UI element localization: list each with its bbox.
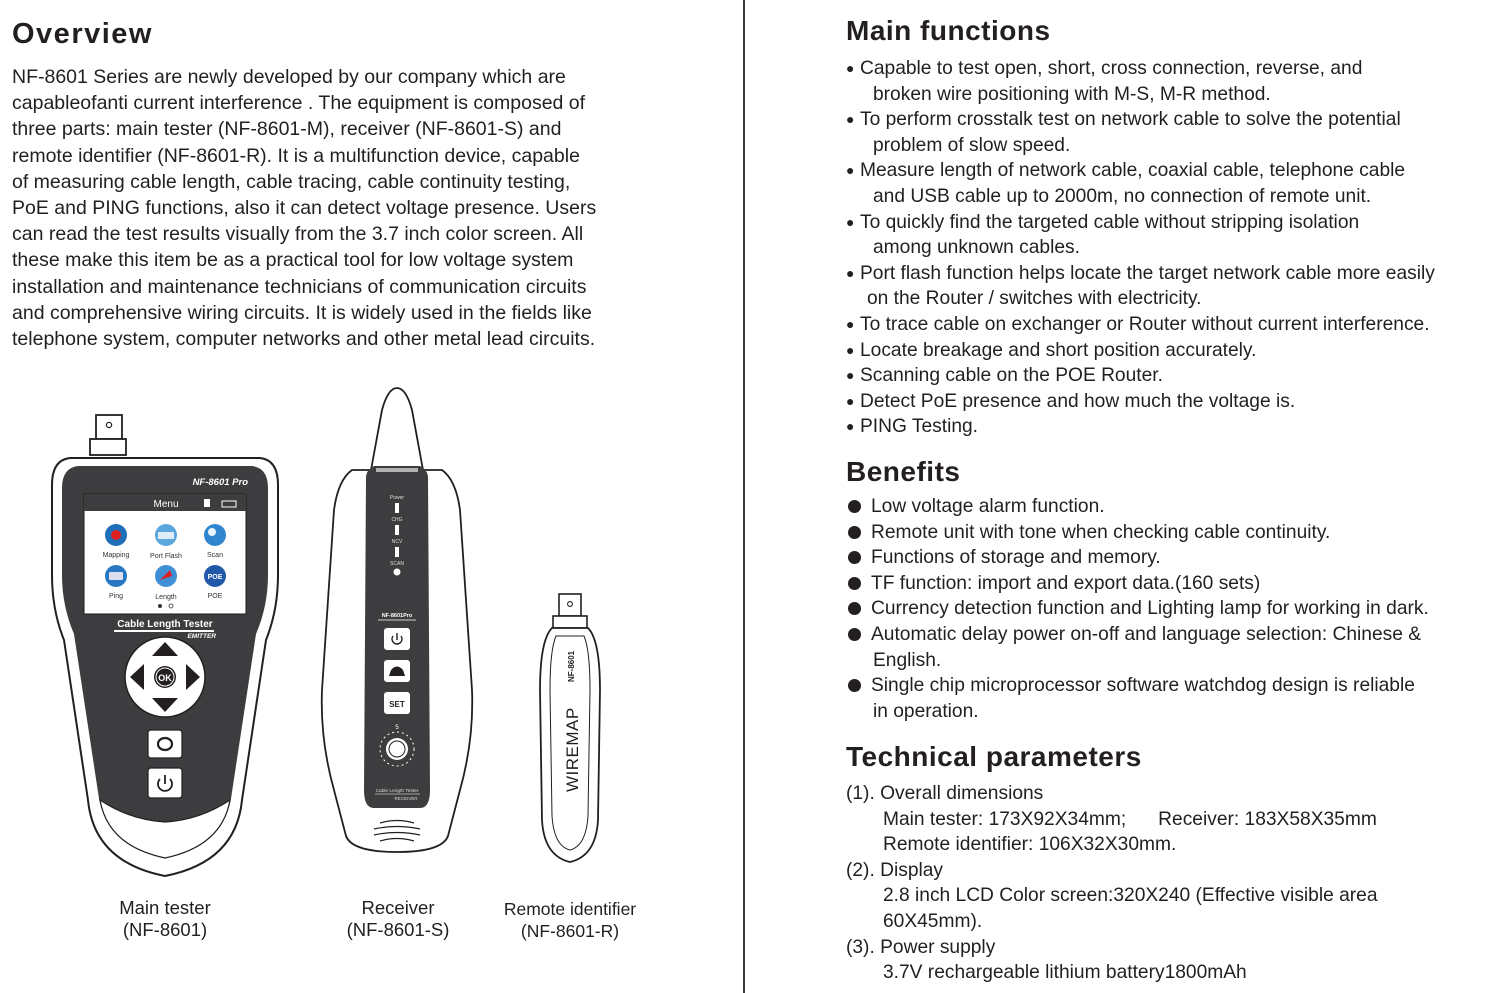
item-text: Locate breakage and short position accurately. [860,339,1257,361]
receiver-brand: NF-8601Pro [381,613,413,619]
remote-model-label: NF-8601 [567,650,576,682]
overview-title: Overview [12,18,153,50]
main-functions-title: Main functions [846,15,1051,46]
list-item: ● Measure length of network cable, coaxial cable, telephone cable and USB cable up to 2000m, no connection of remote unit. [846,158,1511,209]
item-text: Detect PoE presence and how much the voltage is. [860,390,1296,412]
item-text: To quickly find the targeted cable without stripping isolation [860,211,1360,233]
tester-mode-label: EMITTER [187,633,216,640]
overview-line: telephone system, computer networks and other metal lead circuits. [12,328,596,351]
caption-model: (NF-8601) [122,919,208,940]
bullet-icon [848,679,861,692]
set-label: SET [389,700,405,709]
poe-label: POE [207,593,223,600]
technical-parameters-title: Technical parameters [846,741,1142,772]
item-text: To trace cable on exchanger or Router without current interference. [860,313,1430,335]
list-item: ● Detect PoE presence and how much the voltage is. [846,390,1296,412]
receiver-mode-label: RECEIVER [394,796,418,801]
param-value: 3.7V rechargeable lithium battery1800mAh [883,962,1247,984]
bullet-icon [848,602,861,615]
receiver-model-label: Cable Length Tester [375,789,419,794]
svg-text:POE: POE [207,574,223,581]
item-text: Functions of storage and memory. [871,547,1161,569]
list-item: ● Port flash function helps locate the target network cable more easily on the Router / switches with electricity. [846,261,1511,312]
mapping-label: Mapping [102,552,130,559]
item-text: PING Testing. [860,416,979,438]
receiver-illustration [322,388,473,852]
caption-model: (NF-8601-R) [520,921,620,941]
list-item [846,494,1511,520]
param-heading: (3). Power supply [846,936,996,958]
switch-button [148,730,182,758]
list-item [846,571,1511,597]
overview-line: PoE and PING functions, also it can detect voltage presence. Users [12,197,597,220]
overview-line: these make this item be as a practical tool for low voltage system [12,249,574,272]
bullet-icon [848,551,861,564]
overview-line: remote identifier (NF-8601-R). It is a multifunction device, capable [12,144,580,167]
item-text: Capable to test open, short, cross connection, reverse, and [860,58,1363,79]
param-value: Main tester: 173X92X34mm; [883,808,1127,830]
length-label: Length [155,594,177,601]
ok-label: OK [158,673,172,683]
item-text: Automatic delay power on-off and language selection: Chinese & [871,623,1422,645]
list-item [846,520,1511,546]
item-text: Scanning cable on the POE Router. [860,365,1163,387]
list-item: ● PING Testing. [846,416,979,438]
item-text: Low voltage alarm function. [871,496,1105,517]
screen-menu-title: Menu [153,499,179,510]
device-illustrations [40,380,680,920]
caption-model: (NF-8601-S) [346,919,450,940]
list-item: ● Locate breakage and short position accurately. [846,339,1257,361]
overview-paragraph [12,64,672,352]
overview-line: three parts: main tester (NF-8601-M), receiver (NF-8601-S) and [12,118,562,141]
overview-line: can read the test results visually from the 3.7 inch color screen. All [12,223,584,246]
item-text: Currency detection function and Lighting lamp for working in dark. [871,598,1429,620]
list-item [846,545,1511,571]
sd-card-icon [204,499,210,507]
page-dot-active [158,604,162,608]
remote-caption [494,898,646,942]
item-text: Remote unit with tone when checking cable continuity. [871,521,1331,543]
param-heading: (1). Overall dimensions [846,783,1044,804]
main-tester-illustration [52,415,278,876]
item-text: To perform crosstalk test on network cable to solve the potential [860,109,1401,131]
remote-illustration [540,594,600,862]
scan-icon [204,524,226,546]
overview-line: installation and maintenance technicians of communication circuits [12,275,587,298]
list-item: ● Capable to test open, short, cross connection, reverse, and broken wire positioning with M-S, M-R method. [846,56,1511,107]
main-functions-list [846,56,1511,440]
param-heading: (2). Display [846,859,944,881]
bullet-icon [848,500,861,513]
list-item: ● To perform crosstalk test on network cable to solve the potential problem of slow speed. [846,107,1511,158]
page-divider [743,0,745,993]
bullet-icon [848,526,861,539]
indicator-power-label: Power [389,495,405,501]
tester-brand: NF-8601 Pro [192,477,248,488]
technical-parameters-list [846,781,1511,986]
bullet-icon [848,577,861,590]
dial-mark: 5 [395,725,399,731]
item-continuation: in operation. [873,700,979,722]
benefits-title: Benefits [846,456,961,487]
param-value: Receiver: 183X58X35mm [1158,808,1377,830]
indicator-chg-label: CHG [391,517,403,523]
list-item [846,673,1511,724]
list-item: ● To trace cable on exchanger or Router without current interference. [846,313,1430,335]
item-continuation: problem of slow speed. [873,134,1071,156]
item-continuation: broken wire positioning with M-S, M-R method. [873,83,1271,105]
overview-line: of measuring cable length, cable tracing, cable continuity testing, [12,170,571,193]
main-tester-caption [95,897,235,941]
param-value: 60X45mm). [883,910,983,932]
overview-line: and comprehensive wiring circuits. It is widely used in the fields like [12,301,592,324]
item-text: Measure length of network cable, coaxial cable, telephone cable [860,160,1406,182]
indicator-scan-label: SCAN [390,561,404,567]
param-value-row [846,807,1511,833]
item-text: TF function: import and export data.(160 sets) [871,572,1261,594]
item-continuation: and USB cable up to 2000m, no connection of remote unit. [873,185,1372,207]
tester-model-label: Cable Length Tester [117,619,213,630]
benefits-list [846,494,1511,724]
item-continuation: on the Router / switches with electricity. [867,288,1202,310]
indicator-ncv-label: NCV [391,539,403,545]
caption-name: Main tester [119,897,211,918]
item-continuation: among unknown cables. [873,237,1080,259]
list-item: ● Scanning cable on the POE Router. [846,365,1163,387]
port-flash-label: Port Flash [150,553,182,560]
item-continuation: English. [873,649,942,671]
list-item [846,622,1511,673]
list-item [846,596,1511,622]
wiremap-label: WIREMAP [563,707,582,792]
scan-label: Scan [207,552,223,559]
caption-name: Remote identifier [503,899,637,919]
param-value: Remote identifier: 106X32X30mm. [883,834,1177,856]
bullet-icon [848,628,861,641]
receiver-caption [330,897,466,941]
caption-name: Receiver [361,897,435,918]
overview-line: NF-8601 Series are newly developed by our company which are [12,66,566,88]
item-text: Single chip microprocessor software watchdog design is reliable [871,675,1415,697]
ping-label: Ping [108,593,124,600]
overview-line: capableofanti current interference . The equipment is composed of [12,92,586,115]
list-item: ● To quickly find the targeted cable without stripping isolation among unknown cables. [846,210,1511,261]
param-value: 2.8 inch LCD Color screen:320X240 (Effective visible area [883,885,1378,907]
item-text: Port flash function helps locate the target network cable more easily [860,262,1435,284]
